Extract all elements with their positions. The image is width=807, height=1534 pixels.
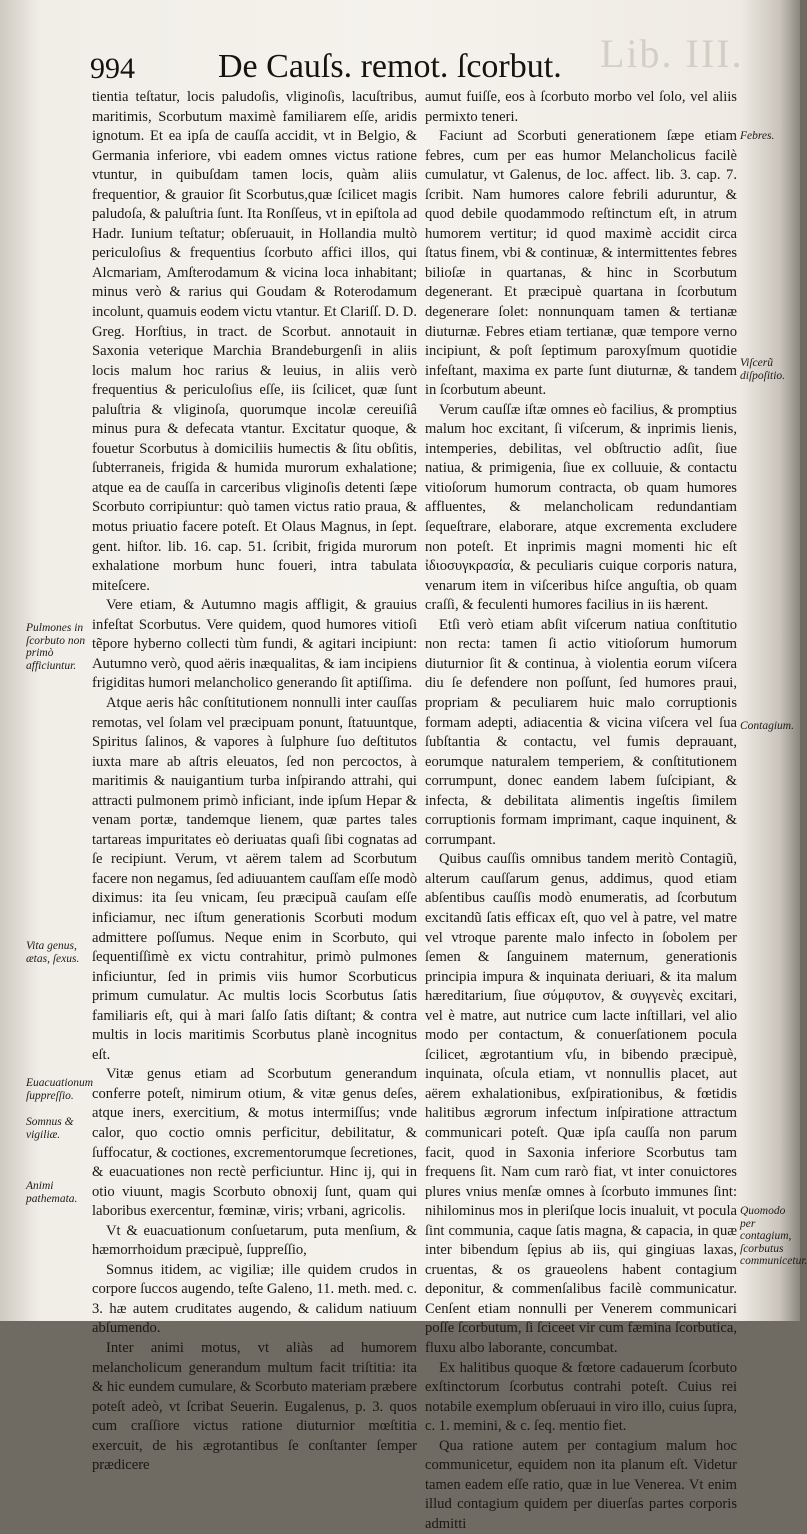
paragraph: Ex halitibus quoque & fœtore cadauerum ſcorbuto exſtinctorum ſcorbutus contrahi poteſt. Cuius rei notabile exemplum obſeruaui in viro illo, cuius ſupra, c. 1. memini, & c. ſeq. mentio fiet. xyxy=(425,1359,737,1435)
right-text-column xyxy=(425,88,737,1532)
running-head: De Cauſs. remot. ſcorbut. xyxy=(218,48,562,85)
paragraph: Etſi verò etiam abſit viſcerum natiua conſtitutio non recta: tamen ſi actio vitioſorum humorum diuturnior ſit & continua, à violentia eorum viſcera diu ſe defendere non poſſunt, ſed humores praui, propriam & peculiarem huic malo corruptionis formam adepti, adiacentia & vicina viſcera vel ſua ſubſtantia & contactu, vel fumis deprauant, eorumque naturalem temperiem, & conſtitutionem corrumpunt, donec eandem labem ſuſcipiant, & infecta, & debilitata alimentis ingeſtis ſimilem corruptionis formam imprimant, caque inquinent, & corrumpant. xyxy=(425,616,737,848)
margin-note-febres: Febres. xyxy=(740,130,775,142)
margin-note-contagium: Contagium. xyxy=(740,720,794,732)
margin-note-animi-pathemata: Animi pathemata. xyxy=(26,1180,78,1205)
margin-note-vitae-genus: Vita genus, ætas, ſexus. xyxy=(26,940,80,965)
paragraph: tientia teſtatur, locis paludoſis, vliginoſis, lacuſtribus, maritimis, Scorbutum maximè familiarem eſſe, aridis ignotum. Et ea ipſa de cauſſa accidit, vt in Belgio, & Germania inferiore, vbi eadem omnes victus ratione vtuntur, in quibuſdam tamen locis, quàm aliis frequentior, & grauior ſit Scorbutus,quæ ſcilicet magis paludoſa, & paluſtria ſunt. Ita Ronſſeus, vt in epiſtola ad Hadr. Iunium teſtatur; obſeruauit, in Hollandia multò periculoſius & frequentius ſcorbuto affici illos, qui Alcmariam, Amſterodamum & vicina loca inhabitant; minus verò & rarius qui Goudam & Roterodamum incolunt, quamuis eodem victu vtantur. Et Clariſſ. D. D. Greg. Horſtius, in tract. de Scorbut. annotauit in Saxonia veterique Marchia Brandeburgenſi in aliis locis malum hoc rarius & leuius, in aliis verò frequentius & periculoſius eſſe, iis ſcilicet, quæ ſunt paluſtria & vliginoſa, quorumque incolæ cereuiſiâ minus pura & defecata vtantur. Excitatur quoque, & fouetur Scorbutus à domiciliis humectis & ſitu obſitis, ſubterraneis, frigida & humida murorum exhalatione; atque ea de cauſſa in carceribus vliginoſis detenti ſæpe Scorbuto corripiuntur: quò tamen victus ratio praua, & motus priuatio facere poteſt. Et Olaus Magnus, in ſept. gent. hiſtor. lib. 16. cap. 51. ſcribit, frigida murorum exhalatione morbum hunc foueri, intra tabulata miteſcere. xyxy=(92,89,417,594)
paragraph: Faciunt ad Scorbuti generationem ſæpe etiam febres, cum per eas humor Melancholicus facilè cumulatur, vt Galenus, de loc. affect. lib. 3. cap. 7. ſcribit. Nam humores calore febrili aduruntur, & quod debile quodammodo reſtinctum eſt, in atrum humorem vertitur; id quod maximè accidit circa ſtatus finem, vbi & continuæ, & intermittentes febres bilioſæ in quartanas, & hinc in Scorbutum degenerant. Et præcipuè quartana in ſcorbutum degenerare ſolet: nonnunquam tamen & tertianæ diuturnæ. Febres etiam tertianæ, quæ tempore verno incipiunt, & poſt ſeptimum paroxyſmum quotidie infeſtant, maxima ex parte ſunt diuturnæ, & tandem in ſcorbutum abeunt. xyxy=(425,128,737,399)
margin-note-quomodo: Quomodo per contagium, ſcorbutus communicetur. xyxy=(740,1205,807,1267)
paragraph: aumut fuiſſe, eos à ſcorbuto morbo vel ſolo, vel aliis permixto teneri. xyxy=(425,89,737,125)
paragraph: Somnus itidem, ac vigiliæ; ille quidem crudos in corpore ſuccos augendo, teſte Galeno, 11. meth. med. c. 3. hæ autem cruditates augendo, & calidum natiuum abſumendo. xyxy=(92,1261,417,1337)
paragraph: Vitæ genus etiam ad Scorbutum generandum conferre poteſt, nimirum otium, & vitæ genus deſes, atque iners, exercitium, & motus intermiſſus; vnde calor, quo coctio omnis perficitur, debilitatur, & ſuffocatur, & coctiones, excrementorumque ſecretiones, & euacuationes non rectè perficiuntur. Hinc ij, qui in otio viuunt, magis Scorbuto obnoxij ſunt, quam qui laboribus exercentur, fœminæ, viris; vrbani, agricolis. xyxy=(92,1066,417,1220)
paragraph: Vere etiam, & Autumno magis affligit, & grauius infeſtat Scorbutus. Vere quidem, quod humores vitioſi tẽpore hyberno collecti tùm fundi, & agitari incipiunt: Autumno verò, quod aëris inæqualitas, & iam incipiens frigiditas humori melancholico generando ſit aptiſſima. xyxy=(92,597,417,692)
left-text-column xyxy=(92,88,418,1474)
margin-note-viscerum: Viſcerũ diſpoſitio. xyxy=(740,357,786,382)
margin-note-euacuatio: Euacuationum ſuppreſſio. xyxy=(26,1077,94,1102)
paragraph: Quibus cauſſis omnibus tandem meritò Contagiũ, alterum cauſſarum genus, addimus, quod etiam abſentibus cauſſis modò enumeratis, ad ſcorbutum excitandũ ſatis efficax eſt, quo vel à patre, vel matre vel vtroque parente malo infecto in ſobolem per ſemen & ſanguinem maternum, generationis principia impura & inquinata deriuari, & ita malum hæreditarium, ſiue σύμφυτον, & συγγενὲς excitari, vel è matre, aut nutrice cum lacte inſtillari, vel alio modo per contactum, & conuerſationem pocula ſcilicet, ægrotantium vſu, in bibendo præcipuè, inquinata, oſcula etiam, vt nonnullis placet, aut aërem exhalationibus, exſpirationibus, & fœtidis halitibus ægrorum infectum inſpiratione attractum communicari poteſt. Quæ ipſa cauſſa non parum facit, quod in Saxonia inferiore Scorbutus tam frequens ſit. Nam cum rarò fiat, vt inter conuictores plures vnius menſæ omnes à ſcorbuto immunes ſint: nihilominus mos in pleriſque locis inualuit, vt pocula ſint communia, caque ſatis magna, & capacia, in quæ inter bibendum ſępius ab iis, qui gingiuas laxas, cruentas, & os graueolens habent contagium deponitur, & commenſalibus facilè communicatur. Cenſent etiam nonnulli per Venerem communicari poſſe ſcorbutum, ſi ſciceet vir cum fæmina ſcorbutica, fluxu albo laborante, concumbat. xyxy=(425,851,737,1356)
page-number: 994 xyxy=(90,52,135,85)
margin-note-pulmones: Pulmones in ſcorbuto non primò afficiuntur. xyxy=(26,622,86,672)
paragraph: Atque aeris hâc conſtitutionem nonnulli inter cauſſas remotas, vel ſolam vel præcipuam ponunt, ſtatuuntque, Spiritus ſalinos, & vapores à ſulphure ſuo deſtitutos iuxta mare ab aſtris eleuatos, ſed non percoctos, à maritimis & nauigantium turba inſpirando attrahi, qui attracti pulmonem primò inficiant, inde ipſum Hepar & venam portæ, tandemque lienem, quæ partes tales tartareas impuritates eò deriuatas quaſi ſibi cognatas ad ſe recipiunt. Verum, vt aërem talem ad Scorbutum facere non negamus, ſed adiuuantem cauſſam eſſe modò diximus: ita ſeu vnicam, ſeu præcipuã cauſam eſſe inficiamur, nec iſtum generationis Scorbuti modum admittere poſſumus. Neque enim in Scorbuto, qui ſequentiſſimè ex victu contrahitur, primò pulmones inficiuntur, ſed in primis viis humor Scorbuticus primum cumulatur. Ac multis locis Scorbutus ſatis familiaris eſt, qui à mari ſalſo ſatis diſtant; & contra multis in locis maritimis Scorbutus planè incognitus eſt. xyxy=(92,694,417,1063)
paragraph: Inter animi motus, vt aliàs ad humorem melancholicum generandum multum facit triſtitia: ita & hic eundem cumulare, & Scorbuto materiam præbere poteſt adeò, vt ſcribat Seuerin. Eugalenus, p. 3. quos cum craſſiore victus ratione diuturnior mœſtitia exercuit, de his ægrotantibus ſe conſtanter ſemper prædicere xyxy=(92,1340,418,1474)
paragraph: Vt & euacuationum conſuetarum, puta menſium, & hæmorrhoidum præcipuè, ſuppreſſio, xyxy=(92,1222,417,1259)
page-header xyxy=(90,46,730,86)
paragraph: Verum cauſſæ iſtæ omnes eò facilius, & promptius malum hoc excitant, ſi viſcerum, & inprimis lienis, intemperies, debilitas, vel obſtructio adſit, ſiue natiua, & primigenia, ſiue ex colluuie, & contactu vitioſorum humorum contracta, ob quam humores affluentes, & melancholicam redundantiam ſequeſtrare, elaborare, atque excrementa excludere non poteſt. Et inprimis magni momenti hic eſt ἰδιοσυγκρασία, & peculiaris cuique corporis natura, venarum item in viſceribus hiſce anguſtia, ob quam craſſi, & feculenti humores facilius in iis hærent. xyxy=(425,401,737,614)
bleed-through-text: Lib. III. xyxy=(600,31,744,76)
margin-note-somnus: Somnus & vigiliæ. xyxy=(26,1116,74,1141)
paragraph: Qua ratione autem per contagium malum hoc communicetur, equidem non ita planum eſt. Videtur tamen eadem eſſe ratio, quæ in lue Venerea. Vt enim illud contagium quidem per diuerſas partes corporis admitti xyxy=(425,1437,737,1532)
